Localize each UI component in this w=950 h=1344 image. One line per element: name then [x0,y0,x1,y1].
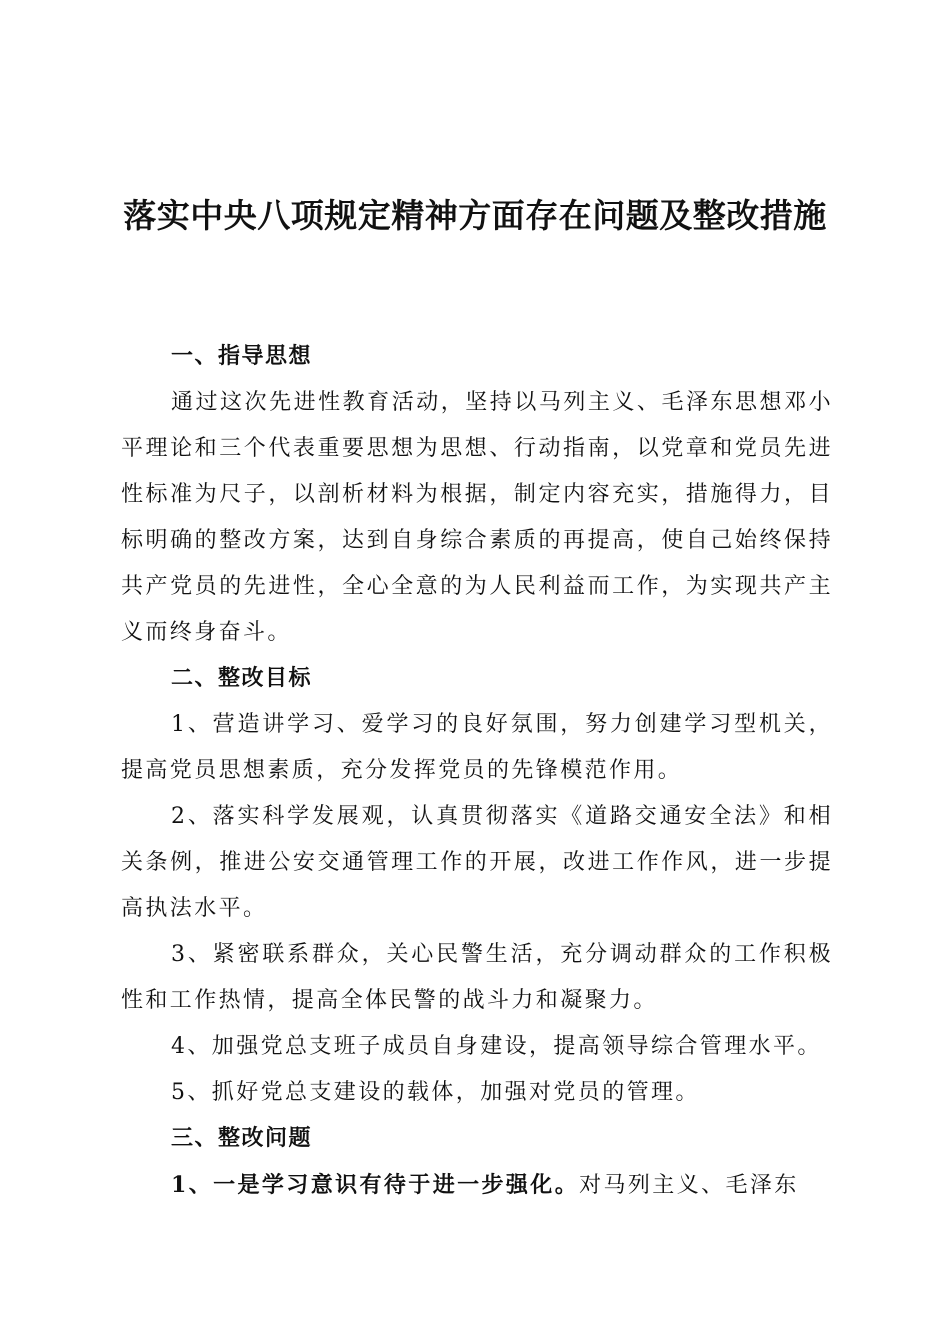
paragraph-goal-1: 1、营造讲学习、爱学习的良好氛围，努力创建学习型机关，提高党员思想素质，充分发挥党员的先锋模范作用。 [121,712,833,783]
paragraph-goal-3: 3、紧密联系群众，关心民警生活，充分调动群众的工作积极性和工作热情，提高全体民警的战斗力和凝聚力。 [121,942,833,1013]
paragraph-problem-1 [121,1162,833,1209]
problem-1-lead: 1、一是学习意识有待于进一步强化。 [171,1172,580,1198]
section-heading-goals: 二、整改目标 [171,666,313,691]
paragraph-guiding-thought: 通过这次先进性教育活动，坚持以马列主义、毛泽东思想邓小平理论和三个代表重要思想为思想、行动指南，以党章和党员先进性标准为尺子，以剖析材料为根据，制定内容充实，措施得力，目标明确的整改方案，达到自身综合素质的再提高，使自己始终保持共产党员的先进性，全心全意的为人民利益而工作，为实现共产主义而终身奋斗。 [121,390,833,645]
document-body [121,334,833,1209]
problem-1-text: 对马列主义、毛泽东 [579,1173,799,1198]
paragraph-goal-5: 5、抓好党总支建设的载体，加强对党员的管理。 [171,1080,700,1105]
document-title: 落实中央八项规定精神方面存在问题及整改措施 [123,196,827,235]
section-heading-guiding-thought: 一、指导思想 [171,344,313,369]
paragraph-goal-2: 2、落实科学发展观，认真贯彻落实《道路交通安全法》和相关条例，推进公安交通管理工作的开展，改进工作作风，进一步提高执法水平。 [121,804,833,921]
paragraph-goal-4: 4、加强党总支班子成员自身建设，提高领导综合管理水平。 [171,1034,822,1059]
section-heading-problems: 三、整改问题 [171,1126,313,1151]
